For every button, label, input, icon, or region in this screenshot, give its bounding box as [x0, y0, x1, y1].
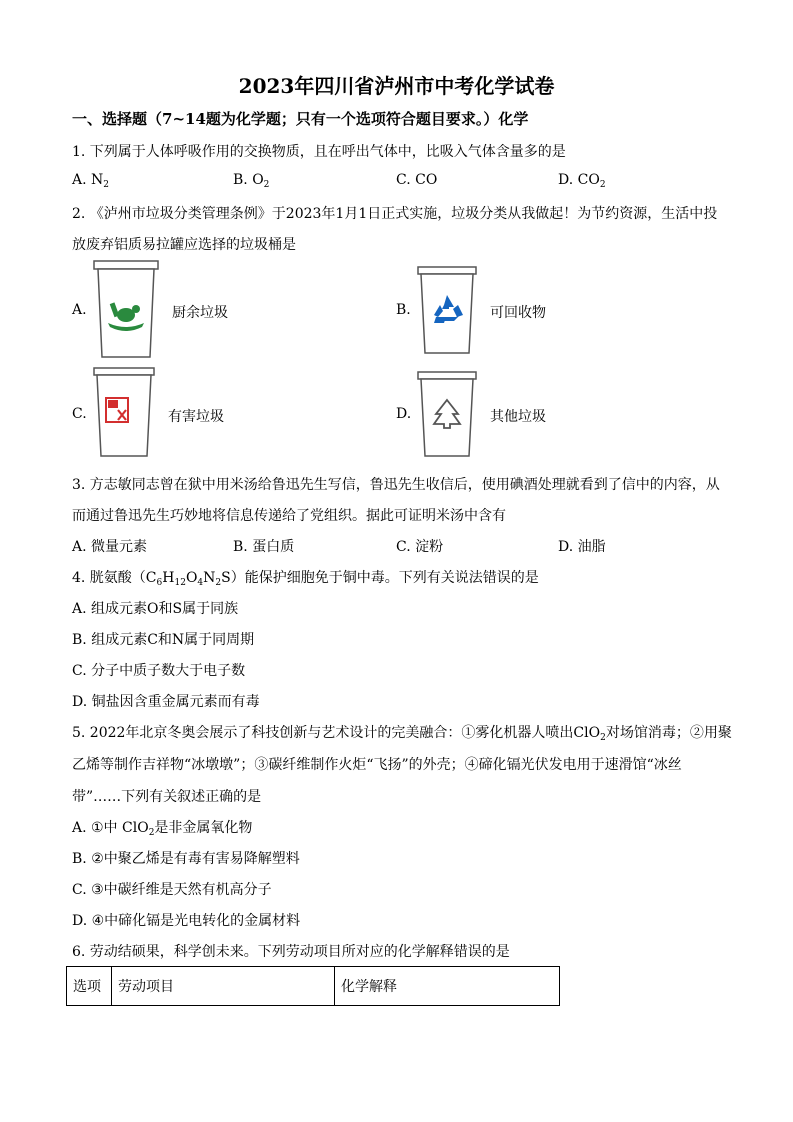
q6-table	[66, 966, 560, 1006]
other-waste-bin-icon	[416, 370, 478, 460]
hazardous-bin-icon	[92, 366, 156, 460]
table-header-cell: 选项	[67, 967, 112, 1006]
q1-option-d[interactable]: D. $CO_2$	[558, 172, 606, 190]
q2-option-a-label: 厨余垃圾	[172, 305, 228, 321]
q2-option-a-letter[interactable]: A.	[72, 302, 87, 318]
food-waste-bin-icon	[92, 259, 160, 361]
table-header-row	[67, 967, 560, 1006]
table-header-cell: 劳动项目	[112, 967, 335, 1006]
q3-option-a[interactable]: A. 微量元素	[72, 539, 148, 555]
q5-option-a[interactable]: A. ①中 ClO$_2$是非金属氧化物	[72, 820, 253, 838]
section-heading: 一、选择题（7~14题为化学题；只有一个选项符合题目要求。）化学	[72, 110, 529, 128]
q1-option-b[interactable]: B. $O_2$	[233, 172, 270, 190]
q5-stem-line1: 5. 2022年北京冬奥会展示了科技创新与艺术设计的完美融合：①雾化机器人喷出ClO$_2$对场馆消毒；②用聚	[72, 725, 732, 743]
q2-option-c-label: 有害垃圾	[168, 409, 224, 425]
page-title: 2023年四川省泸州市中考化学试卷	[238, 74, 555, 98]
q5-option-d[interactable]: D. ④中碲化镉是光电转化的金属材料	[72, 913, 301, 929]
q1-option-a[interactable]: A. $N_2$	[72, 172, 109, 190]
q3-stem-line2: 而通过鲁迅先生巧妙地将信息传递给了党组织。据此可证明米汤中含有	[72, 508, 506, 524]
q2-option-d-letter[interactable]: D.	[396, 406, 412, 422]
q2-option-b-letter[interactable]: B.	[396, 302, 411, 318]
q4-option-d[interactable]: D. 铜盐因含重金属元素而有毒	[72, 694, 260, 710]
table-header-cell: 化学解释	[335, 967, 560, 1006]
q4-option-c[interactable]: C. 分子中质子数大于电子数	[72, 663, 246, 679]
q5-stem-line2: 乙烯等制作吉祥物“冰墩墩”；③碳纤维制作火炬“飞扬”的外壳；④碲化镉光伏发电用于速滑馆“冰丝	[72, 757, 682, 773]
q5-option-c[interactable]: C. ③中碳纤维是天然有机高分子	[72, 882, 272, 898]
q5-stem-line3: 带”……下列有关叙述正确的是	[72, 789, 262, 805]
q2-stem-line1: 2. 《泸州市垃圾分类管理条例》于2023年1月1日正式实施，垃圾分类从我做起！为节约资源，生活中投	[72, 206, 718, 222]
q4-stem: 4. 胱氨酸$(C_6H_{12}O_4N_2S)$能保护细胞免于铜中毒。下列有关说法错误的是	[72, 570, 539, 588]
q2-option-b-label: 可回收物	[490, 305, 546, 321]
q2-option-d-label: 其他垃圾	[490, 409, 546, 425]
q1-stem: 1. 下列属于人体呼吸作用的交换物质，且在呼出气体中，比吸入气体含量多的是	[72, 144, 566, 160]
q3-stem-line1: 3. 方志敏同志曾在狱中用米汤给鲁迅先生写信，鲁迅先生收信后，使用碘酒处理就看到了信中的内容，从	[72, 477, 720, 493]
q3-option-c[interactable]: C. 淀粉	[396, 539, 444, 555]
q4-option-a[interactable]: A. 组成元素O和S属于同族	[72, 601, 239, 617]
q6-stem: 6. 劳动结硕果，科学创未来。下列劳动项目所对应的化学解释错误的是	[72, 944, 510, 960]
q5-option-b[interactable]: B. ②中聚乙烯是有毒有害易降解塑料	[72, 851, 300, 867]
q2-stem-line2: 放废弃铝质易拉罐应选择的垃圾桶是	[72, 237, 296, 253]
q3-option-d[interactable]: D. 油脂	[558, 539, 606, 555]
q2-option-c-letter[interactable]: C.	[72, 406, 87, 422]
q1-option-c[interactable]: C. CO	[396, 172, 438, 188]
q3-option-b[interactable]: B. 蛋白质	[233, 539, 295, 555]
q4-option-b[interactable]: B. 组成元素C和N属于同周期	[72, 632, 255, 648]
recyclable-bin-icon	[416, 265, 478, 357]
